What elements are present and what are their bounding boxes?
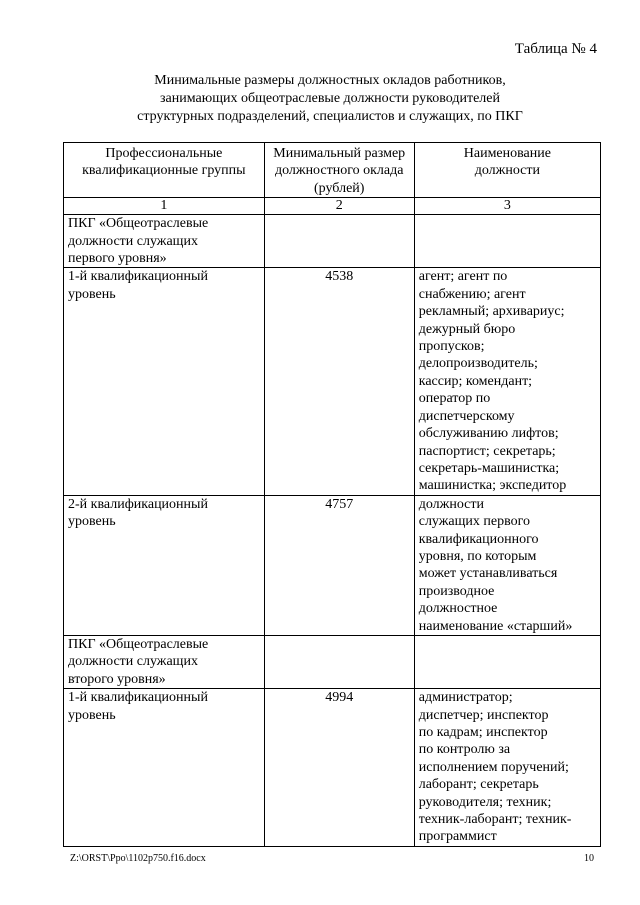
salary-value: 4538 xyxy=(264,268,414,495)
level-name xyxy=(64,268,265,495)
level-name xyxy=(64,495,265,635)
title-line: структурных подразделений, специалистов и служащих, по ПКГ xyxy=(137,109,523,124)
group-row xyxy=(64,215,601,268)
position-line: по кадрам; инспектор xyxy=(418,725,548,740)
header-line: должности xyxy=(474,163,540,179)
salary-value: 4994 xyxy=(264,689,414,847)
header-line: (рублей) xyxy=(314,180,365,196)
position-line: делопроизводитель; xyxy=(418,356,538,372)
position-line: лаборант; секретарь xyxy=(418,777,539,793)
position-line: руководителя; техник; xyxy=(418,794,552,810)
position-line: должности xyxy=(418,496,484,512)
header-groups xyxy=(64,143,265,198)
table-caption: Таблица № 4 xyxy=(514,41,597,57)
table-row xyxy=(64,689,601,847)
empty-cell xyxy=(264,635,414,688)
position-line: снабжению; агент xyxy=(418,286,526,302)
group-line: ПКГ «Общеотраслевые xyxy=(68,636,209,652)
header-row xyxy=(64,143,601,198)
empty-cell xyxy=(414,635,600,688)
positions-list xyxy=(414,689,600,847)
level-line: 1-й квалификационный xyxy=(68,269,208,285)
group-row xyxy=(64,635,601,688)
positions-list xyxy=(414,268,600,495)
position-line: уровня, по которым xyxy=(418,548,537,564)
group-name xyxy=(64,635,265,688)
title-line: Минимальные размеры должностных окладов работников, xyxy=(154,73,506,88)
position-line: оператор по xyxy=(418,391,491,407)
salary-table xyxy=(63,142,601,847)
position-line: должностное xyxy=(418,601,498,617)
group-line: должности служащих xyxy=(68,233,198,249)
position-line: секретарь-машинистка; xyxy=(418,460,560,476)
level-line: уровень xyxy=(68,707,116,723)
position-line: обслуживанию лифтов; xyxy=(418,426,559,442)
header-line: должностного оклада xyxy=(274,163,404,179)
position-line: исполнением поручений; xyxy=(418,759,569,775)
position-line: паспортист; секретарь; xyxy=(418,443,556,459)
level-line: 2-й квалификационный xyxy=(68,496,208,512)
page-number: 10 xyxy=(584,853,594,864)
empty-cell xyxy=(264,215,414,268)
position-line: может устанавливаться xyxy=(418,566,558,582)
level-line: 1-й квалификационный xyxy=(68,690,208,706)
position-line: по контролю за xyxy=(418,742,511,758)
header-line: квалификационные группы xyxy=(82,163,246,179)
position-line: производное xyxy=(418,583,495,599)
header-line: Наименование xyxy=(463,146,551,161)
header-salary xyxy=(264,143,414,198)
group-line: ПКГ «Общеотраслевые xyxy=(68,216,209,232)
file-path: Z:\ORST\Ppo\1102p750.f16.docx xyxy=(70,853,206,864)
salary-value: 4757 xyxy=(264,495,414,635)
position-line: рекламный; архивариус; xyxy=(418,304,565,320)
table-title xyxy=(60,72,600,126)
level-line: уровень xyxy=(68,514,116,530)
column-number-row xyxy=(64,198,601,215)
position-line: дежурный бюро xyxy=(418,321,516,337)
level-line: уровень xyxy=(68,286,116,302)
position-line: наименование «старший» xyxy=(418,618,573,634)
column-number: 2 xyxy=(264,198,414,215)
position-line: администратор; xyxy=(418,690,513,706)
table-row xyxy=(64,268,601,495)
header-positions xyxy=(414,143,600,198)
title-line: занимающих общеотраслевые должности руководителей xyxy=(160,91,500,106)
column-number: 1 xyxy=(64,198,265,215)
table-row xyxy=(64,495,601,635)
position-line: диспетчерскому xyxy=(418,408,515,424)
group-line: должности служащих xyxy=(68,654,198,670)
position-line: агент; агент по xyxy=(418,269,508,285)
position-line: диспетчер; инспектор xyxy=(418,707,549,723)
position-line: квалификационного xyxy=(418,531,539,547)
column-number: 3 xyxy=(414,198,600,215)
empty-cell xyxy=(414,215,600,268)
group-line: первого уровня» xyxy=(68,251,167,267)
header-line: Профессиональные xyxy=(105,146,223,161)
group-name xyxy=(64,215,265,268)
position-line: техник-лаборант; техник- xyxy=(418,812,572,828)
position-line: служащих первого xyxy=(418,514,531,530)
group-line: второго уровня» xyxy=(68,671,166,687)
position-line: кассир; комендант; xyxy=(418,373,533,389)
position-line: пропусков; xyxy=(418,339,485,355)
header-line: Минимальный размер xyxy=(273,146,406,161)
positions-list xyxy=(414,495,600,635)
position-line: программист xyxy=(418,829,497,845)
position-line: машинистка; экспедитор xyxy=(418,478,567,494)
level-name xyxy=(64,689,265,847)
